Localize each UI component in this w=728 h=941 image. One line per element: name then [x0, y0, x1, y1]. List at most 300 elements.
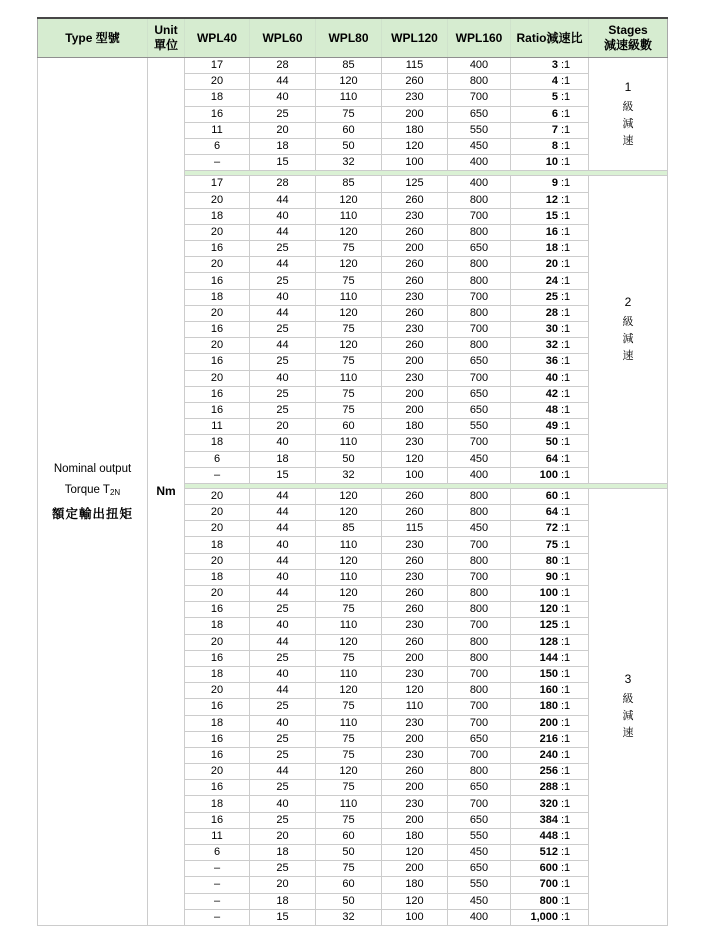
col-header-wpl160: WPL160: [448, 18, 511, 58]
ratio-value: [511, 193, 588, 208]
ratio-value: [511, 764, 588, 779]
col-header-wpl80: WPL80: [316, 18, 382, 58]
ratio-value: [511, 732, 588, 747]
ratio-number: 100: [539, 587, 558, 600]
ratio-number: 72: [545, 522, 558, 535]
cell-wpl160: 400: [448, 467, 511, 483]
cell-wpl80: 75: [316, 106, 382, 122]
cell-wpl40: 11: [185, 122, 250, 138]
ratio-value: [511, 74, 588, 89]
cell-wpl60: 18: [250, 845, 316, 861]
ratio-value: [511, 371, 588, 386]
ratio-number: 120: [539, 603, 558, 616]
cell-ratio: [511, 90, 589, 106]
ratio-suffix: :1: [561, 468, 571, 481]
ratio-number: 40: [545, 371, 558, 384]
cell-wpl160: 800: [448, 683, 511, 699]
cell-wpl160: 700: [448, 322, 511, 338]
ratio-suffix: :1: [561, 193, 571, 206]
cell-wpl60: 28: [250, 176, 316, 192]
stage-char: 速: [622, 727, 634, 740]
cell-wpl40: 20: [185, 634, 250, 650]
cell-wpl120: 120: [382, 845, 448, 861]
col-header-wpl60: WPL60: [250, 18, 316, 58]
ratio-value: [511, 780, 588, 795]
cell-wpl80: 75: [316, 747, 382, 763]
cell-ratio: [511, 893, 589, 909]
cell-wpl160: 700: [448, 796, 511, 812]
cell-wpl40: –: [185, 861, 250, 877]
cell-wpl60: 44: [250, 683, 316, 699]
cell-wpl60: 44: [250, 488, 316, 504]
ratio-suffix: :1: [561, 910, 571, 923]
cell-wpl160: 800: [448, 586, 511, 602]
cell-wpl80: 120: [316, 586, 382, 602]
ratio-suffix: :1: [561, 290, 571, 303]
cell-wpl40: 16: [185, 650, 250, 666]
cell-wpl80: 32: [316, 467, 382, 483]
cell-wpl120: 230: [382, 618, 448, 634]
cell-wpl80: 110: [316, 796, 382, 812]
cell-ratio: [511, 618, 589, 634]
cell-ratio: [511, 176, 589, 192]
col-header-wpl120: WPL120: [382, 18, 448, 58]
ratio-number: 800: [539, 894, 558, 907]
ratio-number: 128: [539, 635, 558, 648]
col-header-wpl40: WPL40: [185, 18, 250, 58]
cell-ratio: [511, 553, 589, 569]
ratio-number: 7: [551, 123, 558, 136]
cell-wpl120: 230: [382, 715, 448, 731]
ratio-value: [511, 570, 588, 585]
cell-ratio: [511, 634, 589, 650]
cell-wpl60: 28: [250, 58, 316, 74]
cell-wpl60: 20: [250, 828, 316, 844]
ratio-value: [511, 845, 588, 860]
ratio-value: [511, 435, 588, 450]
cell-ratio: [511, 122, 589, 138]
cell-wpl80: 32: [316, 155, 382, 171]
cell-wpl160: 700: [448, 537, 511, 553]
cell-ratio: [511, 192, 589, 208]
ratio-value: [511, 797, 588, 812]
stage-number: 1: [624, 79, 632, 94]
cell-wpl160: 700: [448, 90, 511, 106]
ratio-value: [511, 667, 588, 682]
cell-wpl80: 75: [316, 861, 382, 877]
ratio-number: 50: [545, 436, 558, 449]
cell-wpl40: 16: [185, 106, 250, 122]
cell-wpl40: 18: [185, 569, 250, 585]
cell-wpl60: 25: [250, 812, 316, 828]
ratio-number: 64: [545, 452, 558, 465]
cell-wpl80: 75: [316, 699, 382, 715]
cell-wpl80: 50: [316, 451, 382, 467]
cell-ratio: [511, 289, 589, 305]
cell-wpl60: 25: [250, 650, 316, 666]
cell-wpl40: –: [185, 909, 250, 925]
cell-wpl80: 120: [316, 338, 382, 354]
ratio-number: 12: [545, 193, 558, 206]
cell-ratio: [511, 602, 589, 618]
cell-ratio: [511, 241, 589, 257]
cell-wpl120: 200: [382, 731, 448, 747]
cell-wpl120: 260: [382, 305, 448, 321]
ratio-number: 4: [551, 75, 558, 88]
ratio-suffix: :1: [561, 846, 571, 859]
cell-wpl80: 110: [316, 666, 382, 682]
cell-wpl120: 230: [382, 666, 448, 682]
cell-wpl80: 120: [316, 257, 382, 273]
cell-wpl160: 650: [448, 812, 511, 828]
cell-wpl40: 16: [185, 747, 250, 763]
cell-ratio: [511, 764, 589, 780]
cell-wpl120: 180: [382, 828, 448, 844]
ratio-value: [511, 123, 588, 138]
cell-wpl120: 260: [382, 338, 448, 354]
cell-wpl80: 85: [316, 58, 382, 74]
ratio-number: 8: [551, 140, 558, 153]
ratio-value: [511, 910, 588, 925]
cell-wpl60: 25: [250, 731, 316, 747]
ratio-suffix: :1: [561, 894, 571, 907]
cell-ratio: [511, 354, 589, 370]
cell-wpl80: 60: [316, 877, 382, 893]
cell-wpl60: 25: [250, 322, 316, 338]
cell-wpl80: 85: [316, 521, 382, 537]
ratio-value: [511, 813, 588, 828]
cell-ratio: [511, 747, 589, 763]
cell-wpl40: 20: [185, 257, 250, 273]
cell-wpl160: 800: [448, 224, 511, 240]
cell-ratio: [511, 731, 589, 747]
cell-wpl40: 16: [185, 354, 250, 370]
cell-wpl60: 20: [250, 419, 316, 435]
cell-wpl120: 230: [382, 208, 448, 224]
cell-wpl160: 700: [448, 747, 511, 763]
cell-wpl40: 16: [185, 402, 250, 418]
cell-wpl120: 230: [382, 569, 448, 585]
cell-wpl60: 44: [250, 257, 316, 273]
cell-wpl40: 18: [185, 666, 250, 682]
cell-wpl80: 75: [316, 386, 382, 402]
cell-wpl60: 15: [250, 467, 316, 483]
ratio-number: 700: [539, 878, 558, 891]
cell-wpl60: 44: [250, 338, 316, 354]
cell-wpl80: 50: [316, 845, 382, 861]
cell-ratio: [511, 877, 589, 893]
cell-wpl120: 100: [382, 467, 448, 483]
cell-wpl160: 400: [448, 176, 511, 192]
cell-wpl120: 260: [382, 553, 448, 569]
ratio-suffix: :1: [561, 404, 571, 417]
cell-wpl80: 120: [316, 305, 382, 321]
ratio-number: 9: [551, 177, 558, 190]
cell-wpl120: 115: [382, 58, 448, 74]
ratio-value: [511, 419, 588, 434]
ratio-number: 160: [539, 684, 558, 697]
ratio-suffix: :1: [561, 420, 571, 433]
ratio-suffix: :1: [561, 668, 571, 681]
ratio-number: 3: [551, 59, 558, 72]
ratio-suffix: :1: [561, 140, 571, 153]
cell-wpl40: 18: [185, 208, 250, 224]
ratio-number: 320: [539, 797, 558, 810]
ratio-number: 512: [539, 846, 558, 859]
stage-group-label: [589, 488, 668, 925]
cell-wpl60: 40: [250, 370, 316, 386]
cell-ratio: [511, 138, 589, 154]
ratio-suffix: :1: [561, 538, 571, 551]
cell-wpl120: 200: [382, 861, 448, 877]
ratio-value: [511, 274, 588, 289]
cell-ratio: [511, 74, 589, 90]
cell-wpl40: –: [185, 877, 250, 893]
ratio-suffix: :1: [561, 506, 571, 519]
cell-wpl80: 120: [316, 224, 382, 240]
cell-ratio: [511, 155, 589, 171]
cell-wpl60: 40: [250, 796, 316, 812]
stage-number: 2: [624, 295, 632, 310]
ratio-suffix: :1: [561, 258, 571, 271]
cell-wpl120: 125: [382, 176, 448, 192]
cell-wpl120: 200: [382, 650, 448, 666]
cell-wpl40: –: [185, 467, 250, 483]
cell-wpl160: 650: [448, 241, 511, 257]
ratio-number: 6: [551, 107, 558, 120]
cell-wpl160: 450: [448, 521, 511, 537]
cell-wpl120: 230: [382, 537, 448, 553]
ratio-suffix: :1: [561, 91, 571, 104]
ratio-value: [511, 683, 588, 698]
cell-wpl120: 200: [382, 812, 448, 828]
ratio-value: [511, 225, 588, 240]
cell-wpl80: 120: [316, 634, 382, 650]
ratio-suffix: :1: [561, 274, 571, 287]
cell-wpl40: 20: [185, 370, 250, 386]
cell-wpl40: 20: [185, 683, 250, 699]
ratio-suffix: :1: [561, 59, 571, 72]
ratio-number: 16: [545, 225, 558, 238]
cell-wpl160: 700: [448, 370, 511, 386]
ratio-value: [511, 209, 588, 224]
cell-ratio: [511, 435, 589, 451]
ratio-value: [511, 861, 588, 876]
cell-wpl80: 110: [316, 715, 382, 731]
cell-wpl120: 230: [382, 322, 448, 338]
stage-char: 速: [622, 134, 634, 147]
cell-wpl160: 800: [448, 338, 511, 354]
cell-wpl120: 230: [382, 90, 448, 106]
cell-wpl80: 110: [316, 90, 382, 106]
cell-wpl60: 40: [250, 537, 316, 553]
stage-char: 級: [622, 316, 634, 329]
cell-wpl80: 120: [316, 192, 382, 208]
cell-wpl120: 260: [382, 505, 448, 521]
cell-wpl40: 20: [185, 305, 250, 321]
cell-wpl80: 60: [316, 419, 382, 435]
cell-wpl40: 20: [185, 764, 250, 780]
cell-wpl40: 16: [185, 386, 250, 402]
cell-wpl80: 75: [316, 812, 382, 828]
cell-ratio: [511, 505, 589, 521]
cell-wpl40: 16: [185, 780, 250, 796]
row-label-line1: Nominal output: [53, 462, 132, 475]
col-header-stages-en: Stages: [608, 23, 648, 37]
ratio-suffix: :1: [561, 387, 571, 400]
stage-group-label: [589, 176, 668, 484]
ratio-suffix: :1: [561, 635, 571, 648]
cell-wpl80: 120: [316, 488, 382, 504]
cell-wpl160: 550: [448, 122, 511, 138]
cell-wpl160: 800: [448, 764, 511, 780]
cell-wpl40: 16: [185, 812, 250, 828]
cell-wpl40: 6: [185, 451, 250, 467]
ratio-number: 75: [545, 538, 558, 551]
cell-ratio: [511, 305, 589, 321]
cell-wpl60: 15: [250, 155, 316, 171]
cell-ratio: [511, 650, 589, 666]
cell-ratio: [511, 569, 589, 585]
cell-wpl120: 200: [382, 386, 448, 402]
ratio-number: 5: [551, 91, 558, 104]
ratio-number: 28: [545, 306, 558, 319]
cell-wpl40: 18: [185, 715, 250, 731]
ratio-number: 80: [545, 554, 558, 567]
ratio-value: [511, 521, 588, 536]
cell-wpl120: 230: [382, 289, 448, 305]
ratio-number: 90: [545, 570, 558, 583]
cell-wpl160: 800: [448, 650, 511, 666]
cell-wpl120: 115: [382, 521, 448, 537]
cell-wpl160: 650: [448, 106, 511, 122]
ratio-number: 125: [539, 619, 558, 632]
cell-ratio: [511, 58, 589, 74]
cell-wpl120: 200: [382, 106, 448, 122]
ratio-value: [511, 58, 588, 73]
cell-wpl60: 20: [250, 122, 316, 138]
ratio-suffix: :1: [561, 522, 571, 535]
cell-wpl120: 100: [382, 909, 448, 925]
ratio-number: 384: [539, 813, 558, 826]
cell-ratio: [511, 402, 589, 418]
cell-ratio: [511, 828, 589, 844]
col-header-unit: [148, 18, 185, 58]
cell-wpl80: 75: [316, 273, 382, 289]
cell-wpl40: –: [185, 155, 250, 171]
cell-wpl60: 25: [250, 241, 316, 257]
cell-wpl40: 20: [185, 488, 250, 504]
cell-wpl60: 20: [250, 877, 316, 893]
ratio-number: 600: [539, 862, 558, 875]
ratio-suffix: :1: [561, 587, 571, 600]
cell-wpl40: –: [185, 893, 250, 909]
data-row: [38, 58, 668, 74]
cell-wpl160: 800: [448, 634, 511, 650]
cell-wpl120: 260: [382, 602, 448, 618]
cell-wpl160: 700: [448, 435, 511, 451]
cell-wpl60: 44: [250, 192, 316, 208]
ratio-suffix: :1: [561, 355, 571, 368]
cell-wpl160: 800: [448, 505, 511, 521]
stage-char: 減: [622, 117, 634, 130]
ratio-number: 100: [539, 468, 558, 481]
cell-wpl80: 60: [316, 122, 382, 138]
ratio-suffix: :1: [561, 225, 571, 238]
ratio-value: [511, 155, 588, 170]
cell-wpl60: 44: [250, 634, 316, 650]
ratio-value: [511, 241, 588, 256]
ratio-suffix: :1: [561, 489, 571, 502]
ratio-suffix: :1: [561, 436, 571, 449]
cell-ratio: [511, 845, 589, 861]
ratio-suffix: :1: [561, 765, 571, 778]
cell-wpl80: 120: [316, 74, 382, 90]
stage-char: 級: [622, 100, 634, 113]
cell-wpl160: 400: [448, 155, 511, 171]
col-header-type: Type 型號: [38, 18, 148, 58]
cell-wpl60: 40: [250, 666, 316, 682]
cell-wpl60: 40: [250, 715, 316, 731]
ratio-number: 32: [545, 339, 558, 352]
cell-wpl160: 700: [448, 289, 511, 305]
ratio-number: 42: [545, 387, 558, 400]
ratio-suffix: :1: [561, 75, 571, 88]
cell-wpl120: 260: [382, 273, 448, 289]
cell-wpl60: 18: [250, 138, 316, 154]
cell-wpl60: 44: [250, 505, 316, 521]
cell-wpl160: 650: [448, 861, 511, 877]
ratio-value: [511, 699, 588, 714]
ratio-value: [511, 602, 588, 617]
cell-wpl80: 75: [316, 650, 382, 666]
cell-wpl160: 550: [448, 419, 511, 435]
cell-ratio: [511, 338, 589, 354]
cell-ratio: [511, 537, 589, 553]
ratio-number: 48: [545, 404, 558, 417]
cell-wpl80: 50: [316, 893, 382, 909]
ratio-suffix: :1: [561, 781, 571, 794]
col-header-stages-cn: 減速級數: [603, 38, 652, 52]
cell-wpl40: 20: [185, 505, 250, 521]
cell-wpl120: 120: [382, 451, 448, 467]
cell-wpl120: 260: [382, 586, 448, 602]
cell-wpl120: 180: [382, 419, 448, 435]
cell-ratio: [511, 273, 589, 289]
ratio-suffix: :1: [561, 554, 571, 567]
stage-char: 速: [622, 350, 634, 363]
cell-wpl40: 20: [185, 192, 250, 208]
cell-ratio: [511, 208, 589, 224]
cell-wpl160: 550: [448, 828, 511, 844]
cell-wpl160: 450: [448, 138, 511, 154]
cell-wpl60: 44: [250, 553, 316, 569]
ratio-number: 144: [539, 651, 558, 664]
ratio-suffix: :1: [561, 156, 571, 169]
ratio-suffix: :1: [561, 603, 571, 616]
cell-wpl40: 20: [185, 586, 250, 602]
cell-wpl80: 75: [316, 402, 382, 418]
cell-ratio: [511, 586, 589, 602]
cell-ratio: [511, 467, 589, 483]
stage-char: 減: [622, 333, 634, 346]
cell-wpl40: 18: [185, 796, 250, 812]
cell-wpl40: 16: [185, 273, 250, 289]
ratio-value: [511, 403, 588, 418]
ratio-number: 15: [545, 209, 558, 222]
col-header-ratio: Ratio減速比: [511, 18, 589, 58]
ratio-value: [511, 468, 588, 483]
